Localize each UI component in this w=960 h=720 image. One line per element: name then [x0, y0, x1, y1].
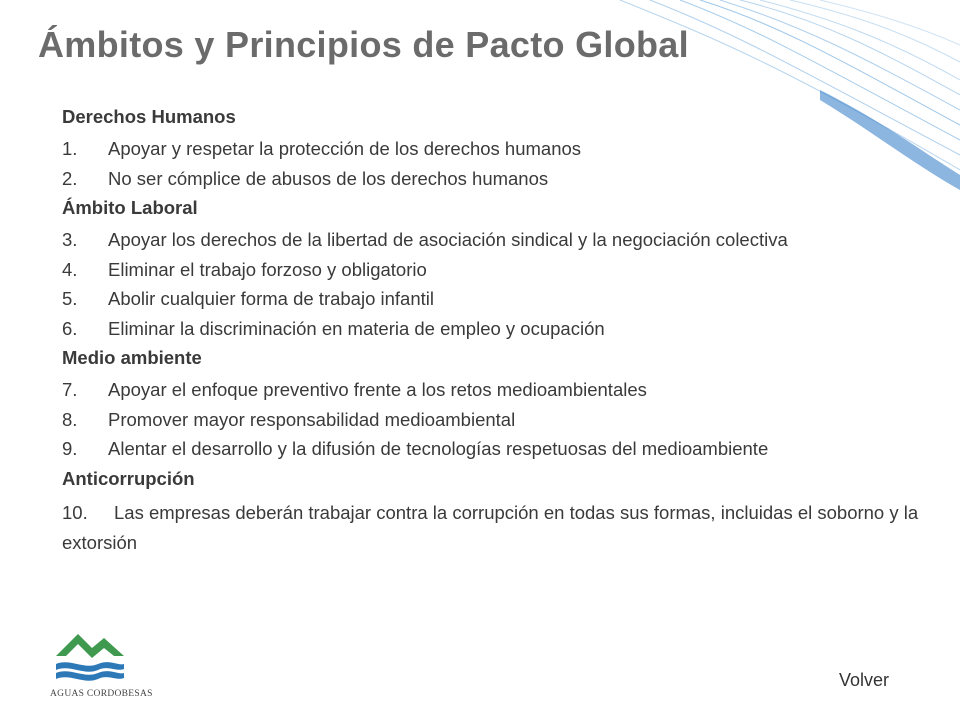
list-item: [62, 434, 942, 464]
item-text: Promover mayor responsabilidad medioambiental: [108, 408, 516, 430]
list-item: [62, 284, 942, 314]
item-number: 8.: [62, 408, 78, 430]
item-text: No ser cómplice de abusos de los derechos humanos: [108, 167, 549, 189]
section-heading-medio-ambiente: Medio ambiente: [62, 347, 202, 368]
item-number: 7.: [62, 379, 78, 400]
logo-text: AGUAS CORDOBESAS: [50, 689, 153, 699]
item-text: Las empresas deberán trabajar contra la corrupción en todas sus formas, incluidas el soborno y la extorsión: [62, 501, 919, 553]
item-text: Apoyar el enfoque preventivo frente a los retos medioambientales: [108, 379, 647, 400]
item-number: 4.: [62, 258, 78, 280]
item-number: 10.: [62, 501, 88, 523]
item-text: Eliminar la discriminación en materia de empleo y ocupación: [108, 317, 605, 339]
item-text: Abolir cualquier forma de trabajo infantil: [108, 288, 434, 309]
item-number: 2.: [62, 167, 78, 189]
item-text: Apoyar los derechos de la libertad de asociación sindical y la negociación colectiva: [108, 229, 788, 250]
list-item: [62, 255, 942, 285]
item-text: Eliminar el trabajo forzoso y obligatorio: [108, 258, 427, 280]
aguas-cordobesas-logo: [48, 626, 178, 706]
item-number: 6.: [62, 317, 78, 339]
list-item: [62, 405, 942, 435]
list-item: [62, 164, 942, 194]
section-heading-anticorrupcion: Anticorrupción: [62, 467, 195, 489]
list-item: [62, 314, 942, 344]
section-heading-derechos-humanos: Derechos Humanos: [62, 106, 236, 127]
item-number: 9.: [62, 438, 78, 459]
item-number: 5.: [62, 288, 78, 309]
list-item: [62, 134, 942, 164]
list-item: [62, 498, 942, 558]
principles-list: [62, 104, 942, 558]
item-number: 1.: [62, 138, 78, 159]
section-heading-ambito-laboral: Ámbito Laboral: [62, 197, 198, 218]
item-number: 3.: [62, 229, 78, 250]
list-item: [62, 225, 942, 255]
volver-link[interactable]: Volver: [839, 670, 890, 690]
item-text: Alentar el desarrollo y la difusión de tecnologías respetuosas del medioambiente: [108, 438, 769, 459]
item-text: Apoyar y respetar la protección de los derechos humanos: [108, 138, 582, 159]
slide-title: Ámbitos y Principios de Pacto Global: [38, 24, 689, 65]
list-item: [62, 375, 942, 405]
